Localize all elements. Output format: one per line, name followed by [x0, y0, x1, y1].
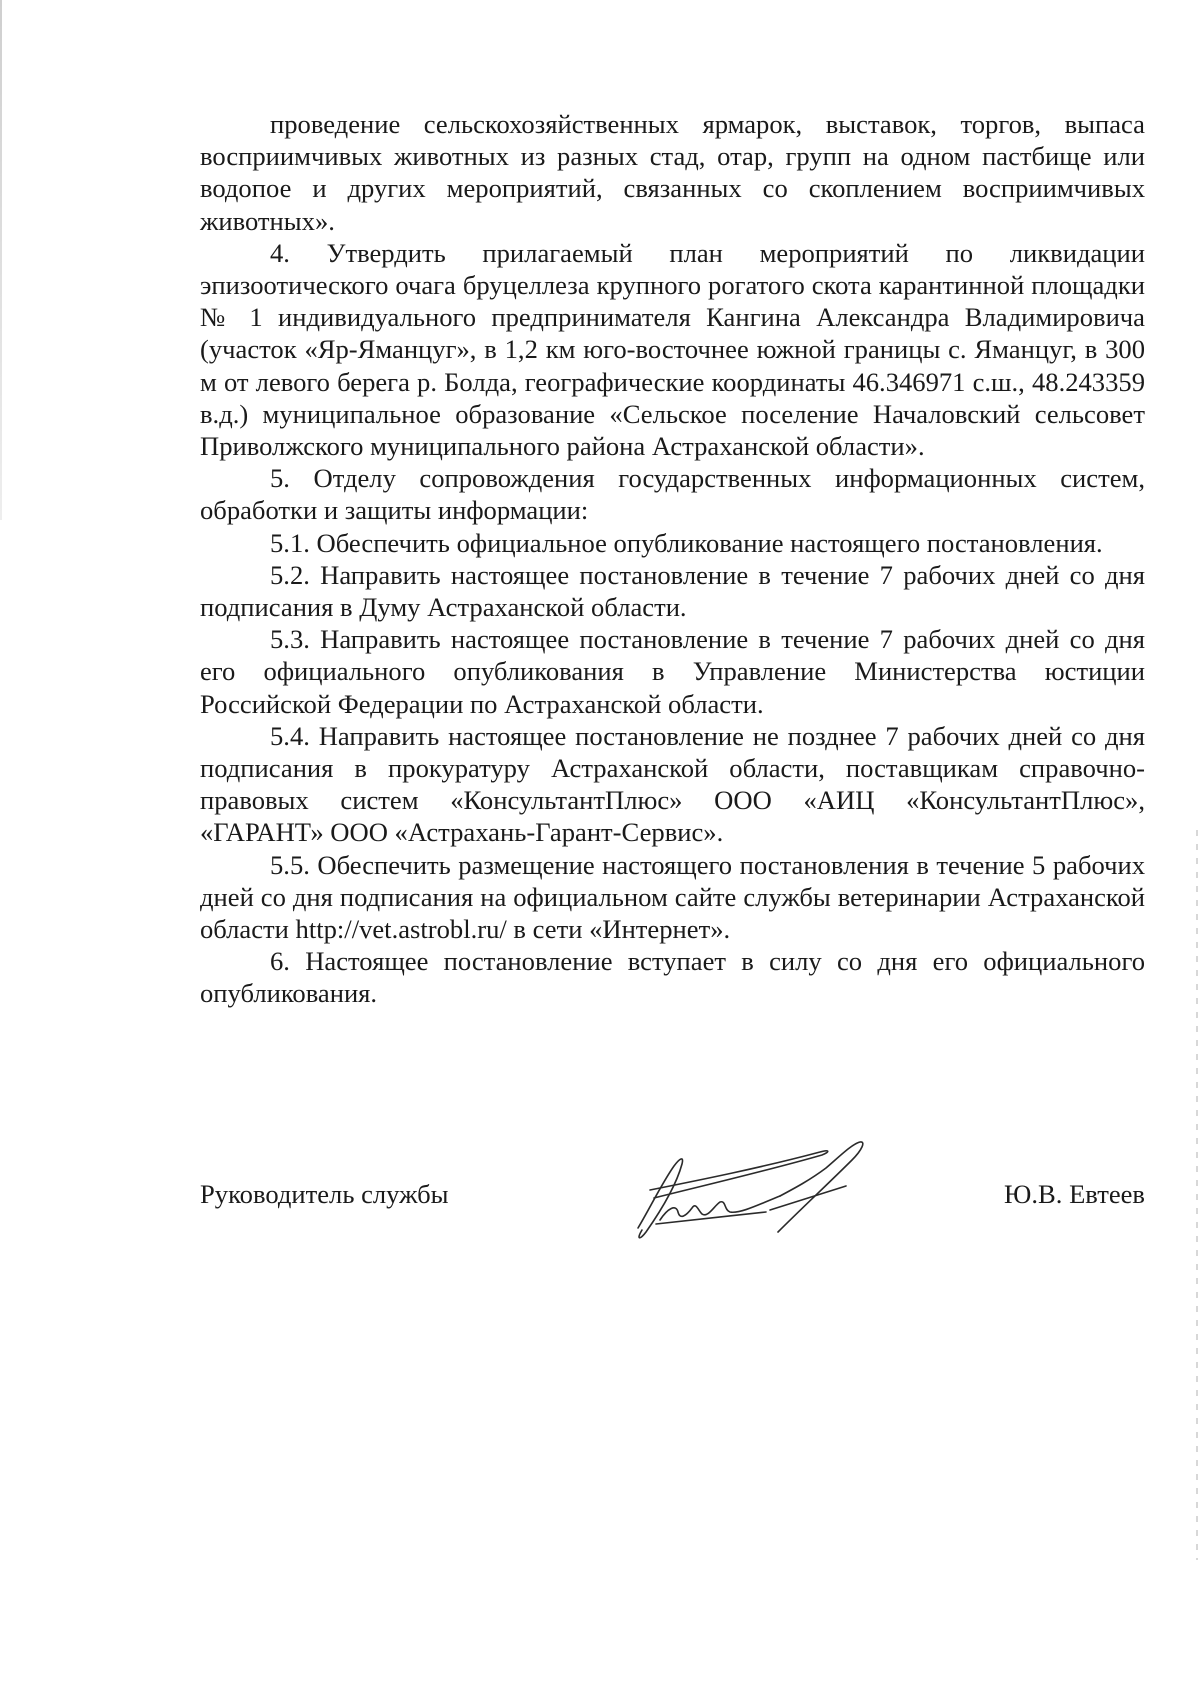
paragraph-item-5-2: 5.2. Направить настоящее постановление в течение 7 рабочих дней со дня подписания в Думу Астраханской области.	[200, 559, 1145, 623]
paragraph-item-5-1: 5.1. Обеспечить официальное опубликование настоящего постановления.	[270, 527, 1103, 558]
scan-edge-left	[0, 0, 2, 520]
paragraph-item-4: 4. Утвердить прилагаемый план мероприятий по ликвидации эпизоотического очага бруцеллеза крупного рогатого скота карантинной площадки № 1 индивидуального предпринимателя Кангина Александра Владимировича (участок «Яр-Яманцуг», в 1,2 км юго-восточнее южной границы с. Яманцуг, в 300 м от левого берега р. Болда, географические координаты 46.346971 с.ш., 48.243359 в.д.) муниципальное образование «Сельское поселение Началовский сельсовет Приволжского муниципального района Астраханской области».	[200, 237, 1145, 462]
paragraph-continuation: проведение сельскохозяйственных ярмарок, выставок, торгов, выпаса восприимчивых животных из разных стад, отар, групп на одном пастбище или водопое и других мероприятий, связанных со скоплением восприимчивых животных».	[200, 109, 1145, 236]
document-body	[200, 108, 1145, 1010]
paragraph-item-6: 6. Настоящее постановление вступает в силу со дня его официального опубликования.	[200, 946, 1145, 1009]
scan-edge-right	[1196, 830, 1198, 1560]
paragraph-item-5-4: 5.4. Направить настоящее постановление не позднее 7 рабочих дней со дня подписания в прокуратуру Астраханской области, поставщикам справочно-правовых систем «КонсультантПлюс» ООО «АИЦ «КонсультантПлюс», «ГАРАНТ» ООО «Астрахань-Гарант-Сервис».	[200, 720, 1145, 848]
handwritten-signature	[590, 1128, 880, 1248]
paragraph-item-5-3: 5.3. Направить настоящее постановление в течение 7 рабочих дней со дня его официального опубликования в Управление Министерства юстиции Российской Федерации по Астраханской области.	[200, 624, 1145, 719]
signatory-name: Ю.В. Евтеев	[1004, 1179, 1145, 1209]
signatory-position: Руководитель службы	[200, 1179, 449, 1209]
paragraph-item-5-5: 5.5. Обеспечить размещение настоящего постановления в течение 5 рабочих дней со дня подписания на официальном сайте службы ветеринарии Астраханской области http://vet.astrobl.ru/ в сети «Интернет».	[200, 849, 1145, 945]
paragraph-item-5: 5. Отделу сопровождения государственных информационных систем, обработки и защиты информации:	[200, 463, 1145, 526]
